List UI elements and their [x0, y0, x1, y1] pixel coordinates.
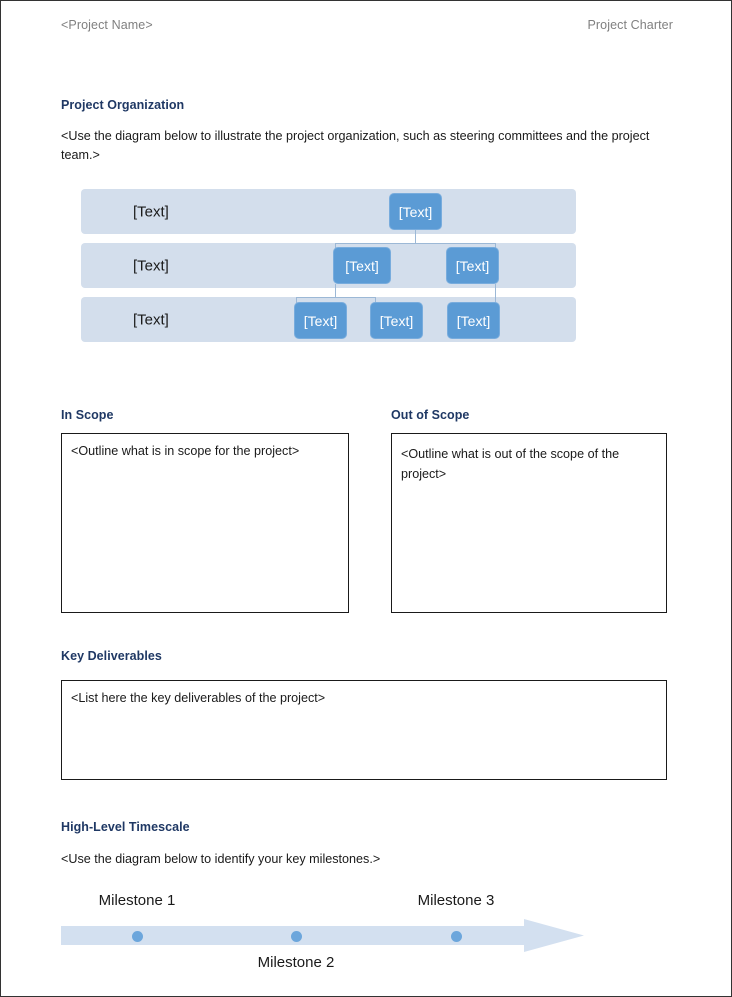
org-band-label-2[interactable]: [Text] — [133, 257, 169, 274]
org-band-level-1[interactable] — [81, 189, 576, 234]
heading-in-scope: In Scope — [61, 408, 114, 422]
org-node-level2-1[interactable]: [Text] — [333, 247, 391, 284]
milestone-label-3[interactable]: Milestone 3 — [417, 892, 495, 909]
org-node-level3-1[interactable]: [Text] — [294, 302, 347, 339]
heading-key-deliverables: Key Deliverables — [61, 649, 162, 663]
milestone-label-2[interactable]: Milestone 2 — [257, 954, 335, 971]
timeline-diagram[interactable] — [61, 886, 591, 981]
org-node-level1-1[interactable]: [Text] — [389, 193, 442, 230]
org-node-level2-2[interactable]: [Text] — [446, 247, 499, 284]
milestone-label-1[interactable]: Milestone 1 — [98, 892, 176, 909]
key-deliverables-box[interactable] — [61, 680, 667, 780]
org-node-level3-3[interactable]: [Text] — [447, 302, 500, 339]
out-of-scope-box[interactable] — [391, 433, 667, 613]
org-band-label-1[interactable]: [Text] — [133, 203, 169, 220]
document-title: Project Charter — [587, 18, 673, 32]
org-node-level3-2[interactable]: [Text] — [370, 302, 423, 339]
heading-high-level-timescale: High-Level Timescale — [61, 820, 190, 834]
org-connector-root-stem — [415, 230, 416, 243]
org-connector-level2-bus — [335, 243, 496, 244]
milestone-marker-1[interactable] — [132, 931, 143, 942]
in-scope-box[interactable] — [61, 433, 349, 613]
milestone-marker-3[interactable] — [451, 931, 462, 942]
heading-project-organization: Project Organization — [61, 98, 185, 112]
org-connector-left-stem — [335, 284, 336, 297]
out-of-scope-placeholder[interactable]: <Outline what is out of the scope of the project> — [401, 447, 620, 481]
in-scope-placeholder[interactable]: <Outline what is in scope for the project> — [71, 444, 300, 458]
instruction-high-level-timescale: <Use the diagram below to identify your key milestones.> — [61, 852, 381, 866]
org-chart-diagram[interactable] — [81, 189, 576, 345]
org-connector-level3-bus — [296, 297, 375, 298]
project-name-field[interactable]: <Project Name> — [61, 18, 153, 32]
key-deliverables-placeholder[interactable]: <List here the key deliverables of the project> — [71, 691, 326, 705]
document-header — [61, 18, 673, 32]
instruction-project-organization: <Use the diagram below to illustrate the project organization, such as steering committees and the project team.> — [61, 129, 650, 163]
org-band-level-2[interactable] — [81, 243, 576, 288]
heading-out-of-scope: Out of Scope — [391, 408, 470, 422]
org-band-label-3[interactable]: [Text] — [133, 311, 169, 328]
milestone-marker-2[interactable] — [291, 931, 302, 942]
